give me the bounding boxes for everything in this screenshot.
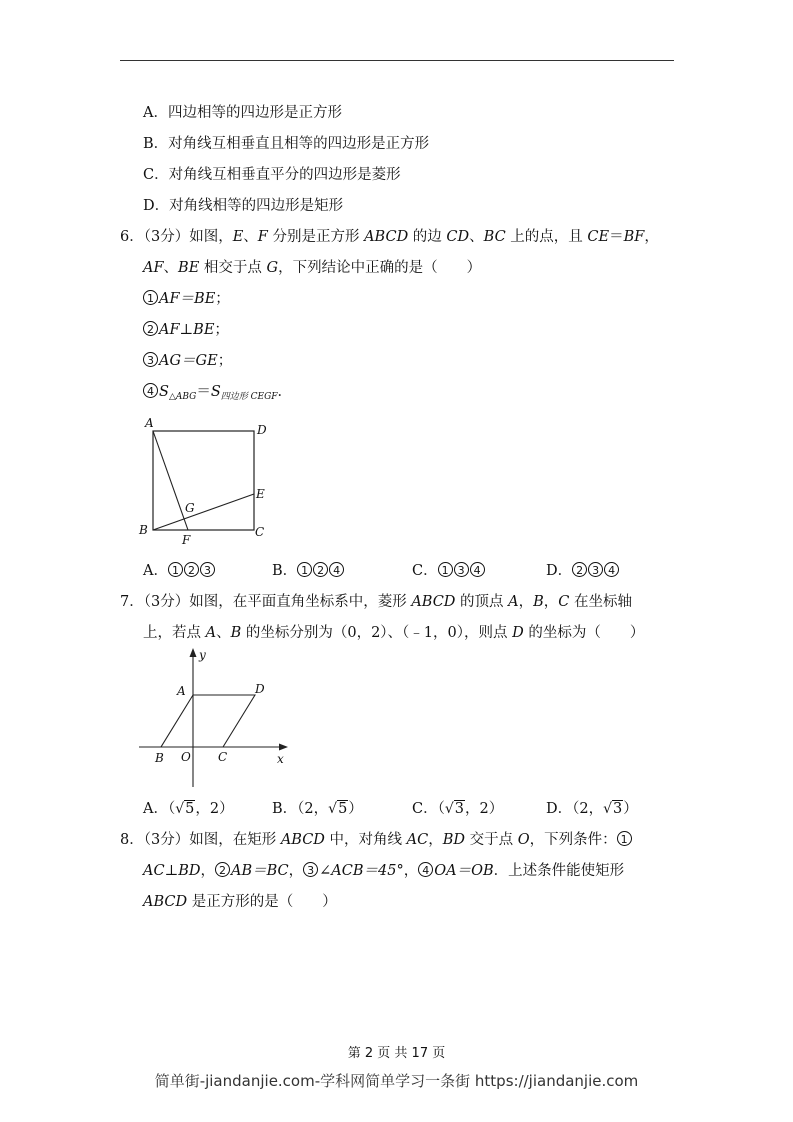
circle-number-icon: 2: [143, 321, 158, 336]
square-abcd: [153, 431, 254, 530]
q6-statement-2: 2 AF⊥BE；: [143, 320, 229, 340]
rhombus-abcd: [161, 695, 255, 747]
circle-number-icon: 4: [470, 562, 485, 577]
circle-number-icon: 1: [617, 831, 632, 846]
label-a: A: [145, 416, 154, 430]
q5-option-c: C．对角线互相垂直平分的四边形是菱形: [143, 167, 401, 183]
label-y: y: [199, 648, 206, 662]
q6-square-figure: [135, 412, 285, 547]
q7-option-d: D．（2，√3）: [546, 801, 638, 817]
label-a: A: [177, 684, 186, 698]
circle-number-icon: 4: [604, 562, 619, 577]
q5-option-a: A．四边相等的四边形是正方形: [143, 105, 342, 121]
q8-line-1: 8．（3分）如图，在矩形 ABCD 中，对角线 AC，BD 交于点 O，下列条件： 1: [120, 830, 633, 850]
q5-option-b: B．对角线互相垂直且相等的四边形是正方形: [143, 136, 430, 152]
page-number: 第 2 页 共 17 页: [347, 1046, 446, 1061]
circle-number-icon: 3: [200, 562, 215, 577]
circle-number-icon: 4: [329, 562, 344, 577]
sqrt-icon: √: [444, 801, 454, 817]
label-e: E: [256, 487, 265, 501]
q8-line-3: ABCD 是正方形的是（ ）: [143, 894, 337, 910]
q7-coordinate-figure: [135, 645, 295, 790]
q7-option-a: A．（√5，2）: [143, 801, 234, 817]
circle-number-icon: 1: [297, 562, 312, 577]
q7-line-1: 7．（3分）如图，在平面直角坐标系中，菱形 ABCD 的顶点 A，B，C 在坐标轴: [120, 594, 633, 610]
segment-af: [153, 431, 188, 530]
circle-number-icon: 2: [313, 562, 328, 577]
circle-number-icon: 2: [215, 862, 230, 877]
x-axis-arrow-icon: [279, 744, 288, 751]
circle-number-icon: 3: [303, 862, 318, 877]
circle-number-icon: 1: [143, 290, 158, 305]
q6-line-1: 6．（3分）如图，E、F 分别是正方形 ABCD 的边 CD、BC 上的点，且 CE＝BF，: [120, 229, 659, 245]
label-o: O: [181, 750, 191, 764]
label-x: x: [277, 752, 284, 766]
sqrt-icon: √: [328, 801, 338, 817]
label-d: D: [255, 682, 265, 696]
label-f: F: [182, 533, 191, 547]
header-rule: [120, 60, 674, 61]
q6-statement-1: 1 AF＝BE；: [143, 289, 230, 309]
q6-option-a: A． 1 2 3: [143, 561, 216, 581]
q7-line-2: 上，若点 A、B 的坐标分别为（0，2）、（﹣1，0），则点 D 的坐标为（ ）: [143, 625, 645, 641]
label-d: D: [257, 423, 267, 437]
segment-be: [153, 494, 254, 530]
q6-statement-3: 3 AG＝GE；: [143, 351, 232, 371]
circle-number-icon: 4: [143, 383, 158, 398]
q7-option-c: C．（√3，2）: [412, 801, 504, 817]
circle-number-icon: 3: [143, 352, 158, 367]
q7-option-b: B．（2，√5）: [272, 801, 363, 817]
q6-option-c: C． 1 3 4: [412, 561, 486, 581]
circle-number-icon: 1: [168, 562, 183, 577]
circle-number-icon: 2: [184, 562, 199, 577]
q5-option-d: D．对角线相等的四边形是矩形: [143, 198, 344, 214]
y-axis-arrow-icon: [190, 648, 197, 657]
q6-option-d: D． 2 3 4: [546, 561, 620, 581]
sqrt-icon: √: [175, 801, 185, 817]
sqrt-icon: √: [603, 801, 613, 817]
q6-statement-4: 4 $S_{\triangle ABG}=S_{四边形 CEGF}$．: [143, 382, 292, 407]
circle-number-icon: 4: [418, 862, 433, 877]
q8-line-2: AC⊥BD， 2 AB＝BC， 3 ∠ACB＝45°， 4 OA＝OB．上述条件能使矩形: [143, 863, 625, 879]
circle-number-icon: 3: [588, 562, 603, 577]
label-b: B: [155, 751, 164, 765]
label-c: C: [218, 750, 228, 764]
circle-number-icon: 2: [572, 562, 587, 577]
circle-number-icon: 1: [438, 562, 453, 577]
q6-line-2: AF、BE 相交于点 G，下列结论中正确的是（ ）: [143, 260, 482, 276]
label-b: B: [139, 523, 148, 537]
circle-number-icon: 3: [454, 562, 469, 577]
footer-watermark: 简单街-jiandanjie.com-学科网简单学习一条街 https://jiandanjie.com: [154, 1072, 639, 1090]
q6-option-b: B． 1 2 4: [272, 561, 345, 581]
label-g: G: [185, 501, 195, 515]
label-c: C: [255, 525, 265, 539]
